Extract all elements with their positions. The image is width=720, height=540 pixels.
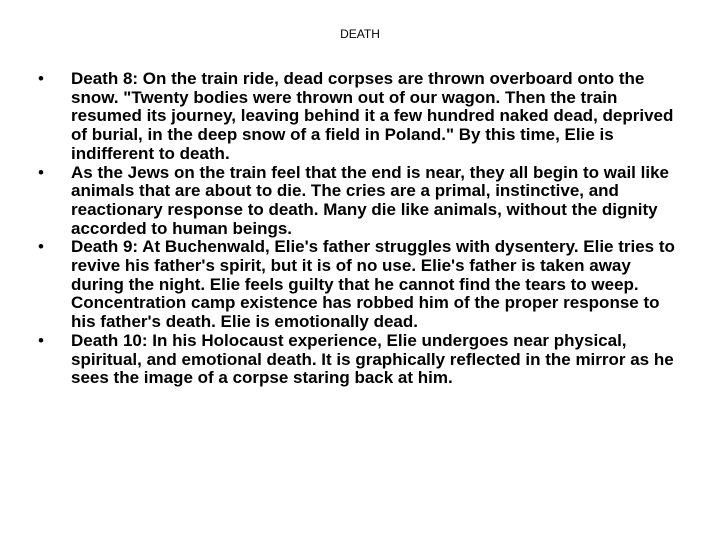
bullet-list	[38, 70, 688, 388]
bullet-icon: •	[38, 162, 44, 182]
bullet-text: As the Jews on the train feel that the end is near, they all begin to wail like animals that are about to die. The cries are a primal, instinctive, and reactionary response to death. Many die like animals, without the dignity accorded to human beings.	[71, 162, 669, 238]
bullet-icon: •	[38, 330, 44, 350]
bullet-text: Death 9: At Buchenwald, Elie's father struggles with dysentery. Elie tries to revive his father's spirit, but it is of no use. Elie's father is taken away during the night. Elie feels guilty that he cannot find the tears to weep. Concentration camp existence has robbed him of the proper response to his father's death. Elie is emotionally dead.	[71, 237, 675, 332]
bullet-item	[38, 164, 688, 239]
bullet-icon: •	[38, 237, 44, 257]
bullet-icon: •	[38, 69, 44, 88]
bullet-text: Death 10: In his Holocaust experience, Elie undergoes near physical, spiritual, and emotional death. It is graphically reflected in the mirror as he sees the image of a corpse staring back at him.	[71, 330, 674, 388]
bullet-text: Death 8: On the train ride, dead corpses are thrown overboard onto the snow. "Twenty bodies were thrown out of our wagon. Then the train resumed its journey, leaving behind it a few hundred naked dead, deprived of burial, in the deep snow of a field in Poland." By this time, Elie is indifferent to death.	[71, 69, 674, 163]
bullet-item	[38, 332, 688, 388]
slide-title: DEATH	[340, 27, 380, 41]
bullet-item	[38, 238, 688, 332]
bullet-item	[38, 70, 688, 164]
